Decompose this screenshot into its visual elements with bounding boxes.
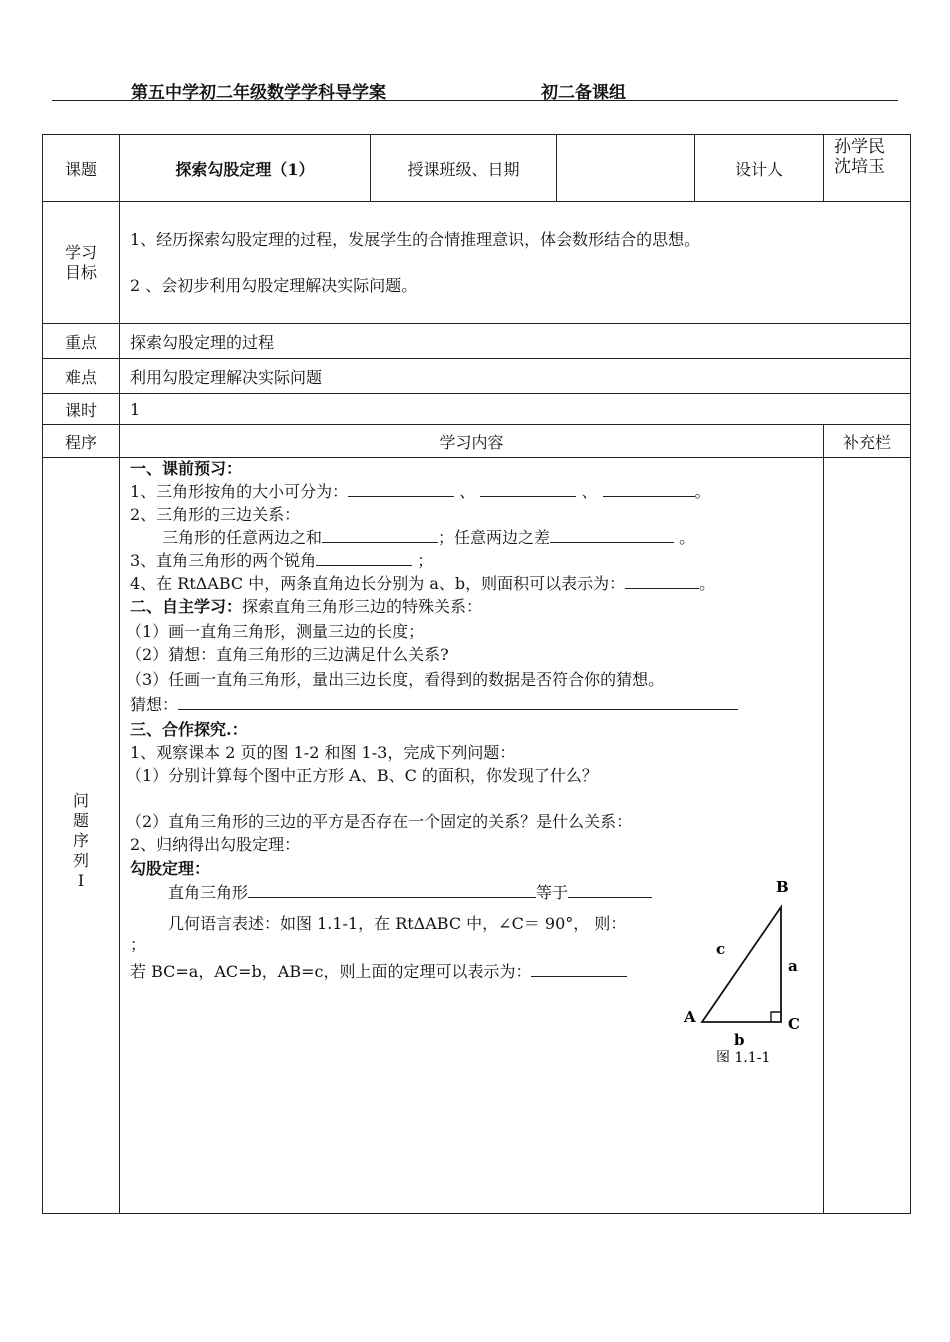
self-study-q3: （3）任画一直角三角形，量出三边长度，看得到的数据是否符合你的猜想。	[126, 670, 665, 689]
difficulty-label: 难点	[43, 359, 120, 394]
semicolon-mark: ；	[130, 935, 147, 954]
answer-blank[interactable]	[550, 528, 674, 543]
key-point-value: 探索勾股定理的过程	[120, 324, 911, 359]
goals-content	[120, 202, 911, 324]
section-2-title: 二、自主学习：探索直角三角形三边的特殊关系：	[130, 597, 483, 616]
section-3-title: 三、合作探究.：	[130, 720, 248, 739]
side-label-char: 题	[72, 810, 89, 830]
side-b: b	[734, 1031, 745, 1049]
goal-item: 1、经历探索勾股定理的过程，发展学生的合情推理意识，体会数形结合的思想。	[130, 229, 701, 249]
explore-q1: 1、观察课本 2 页的图 1-2 和图 1-3，完成下列问题：	[130, 743, 516, 762]
guess-blank[interactable]	[178, 695, 738, 710]
supplement-header: 补充栏	[824, 425, 911, 458]
group-name: 初二备课组	[541, 83, 626, 103]
figure-caption: 图 1.1-1	[716, 1050, 771, 1062]
explore-q1-b: （2）直角三角形的三边的平方是否存在一个固定的关系？是什么关系：	[126, 812, 633, 831]
difficulty-value: 利用勾股定理解决实际问题	[120, 359, 911, 394]
goals-label	[43, 202, 120, 324]
designer-name: 沈培玉	[834, 157, 885, 177]
side-label-char: 序	[72, 830, 89, 850]
answer-blank[interactable]	[248, 883, 536, 898]
section-1-title: 一、课前预习：	[130, 459, 243, 478]
theorem-statement: 直角三角形 等于	[168, 883, 652, 903]
topic-label: 课题	[43, 135, 120, 202]
goals-label-line: 学习	[64, 242, 97, 262]
preview-q3: 3、直角三角形的两个锐角 ；	[130, 551, 434, 570]
right-triangle-figure	[676, 872, 806, 1062]
guess-line: 猜想：	[130, 695, 738, 715]
answer-blank[interactable]	[316, 551, 412, 566]
preview-q1: 1、三角形按角的大小可分为： 、 、 。	[130, 482, 711, 501]
explore-q1-a: （1）分别计算每个图中正方形 A、B、C 的面积，你发现了什么？	[126, 766, 598, 785]
periods-value: 1	[120, 394, 911, 425]
preview-q2-detail: 三角形的任意两边之和 ；任意两边之差 。	[162, 528, 696, 547]
answer-blank[interactable]	[568, 883, 652, 898]
self-study-q1: （1）画一直角三角形，测量三边的长度；	[126, 622, 425, 641]
school-title: 第五中学初二年级数学学科导学案	[131, 83, 386, 103]
problem-sequence-label	[43, 458, 120, 1214]
triangle-diagram	[676, 872, 806, 1062]
answer-blank[interactable]	[480, 482, 576, 497]
periods-label: 课时	[43, 394, 120, 425]
preview-q2: 2、三角形的三边关系：	[130, 505, 301, 524]
answer-blank[interactable]	[625, 574, 699, 589]
periods-row	[43, 394, 911, 425]
preview-q4: 4、在 RtΔABC 中，两条直角边长分别为 a、b，则面积可以表示为： 。	[130, 574, 716, 593]
main-content-row	[43, 458, 911, 1214]
content-header: 学习内容	[120, 425, 824, 458]
side-c: c	[716, 940, 726, 958]
geometric-expression: 几何语言表述：如图 1.1-1，在 RtΔABC 中，∠C＝ 90°， 则：	[168, 914, 627, 933]
answer-blank[interactable]	[603, 482, 695, 497]
answer-blank[interactable]	[322, 528, 438, 543]
topic-value: 探索勾股定理（1）	[120, 135, 371, 202]
goals-row	[43, 202, 911, 324]
side-a: a	[788, 957, 798, 975]
class-date-label: 授课班级、日期	[371, 135, 557, 202]
designer-label: 设计人	[695, 135, 824, 202]
side-label-char: 列	[72, 850, 89, 870]
designer-name: 孙学民	[834, 137, 885, 157]
class-date-value	[557, 135, 695, 202]
goals-label-line: 目标	[64, 262, 97, 282]
answer-blank[interactable]	[348, 482, 454, 497]
procedure-header: 程序	[43, 425, 120, 458]
vertex-a: A	[684, 1008, 696, 1026]
answer-blank[interactable]	[531, 962, 627, 977]
vertex-b: B	[776, 878, 789, 896]
column-header-row	[43, 425, 911, 458]
designer-names	[824, 135, 911, 202]
key-point-label: 重点	[43, 324, 120, 359]
lesson-plan-table	[42, 134, 911, 1214]
supplement-column[interactable]	[824, 458, 911, 1214]
formula-line: 若 BC=a，AC=b，AB=c，则上面的定理可以表示为：	[130, 962, 627, 982]
right-angle-mark	[771, 1012, 781, 1022]
triangle-shape	[702, 907, 781, 1022]
difficulty-row	[43, 359, 911, 394]
goal-item: 2 、会初步利用勾股定理解决实际问题。	[130, 275, 418, 295]
side-label-char: 问	[72, 790, 89, 810]
self-study-q2: （2）猜想：直角三角形的三边满足什么关系?	[126, 645, 449, 664]
key-point-row	[43, 324, 911, 359]
vertex-c: C	[788, 1015, 800, 1033]
learning-content	[120, 458, 824, 1214]
explore-q2: 2、归纳得出勾股定理：	[130, 835, 301, 854]
theorem-title: 勾股定理：	[130, 859, 211, 878]
info-row	[43, 135, 911, 202]
document-header	[0, 78, 950, 102]
side-label-char: Ⅰ	[77, 870, 85, 890]
header-rule	[52, 100, 898, 101]
